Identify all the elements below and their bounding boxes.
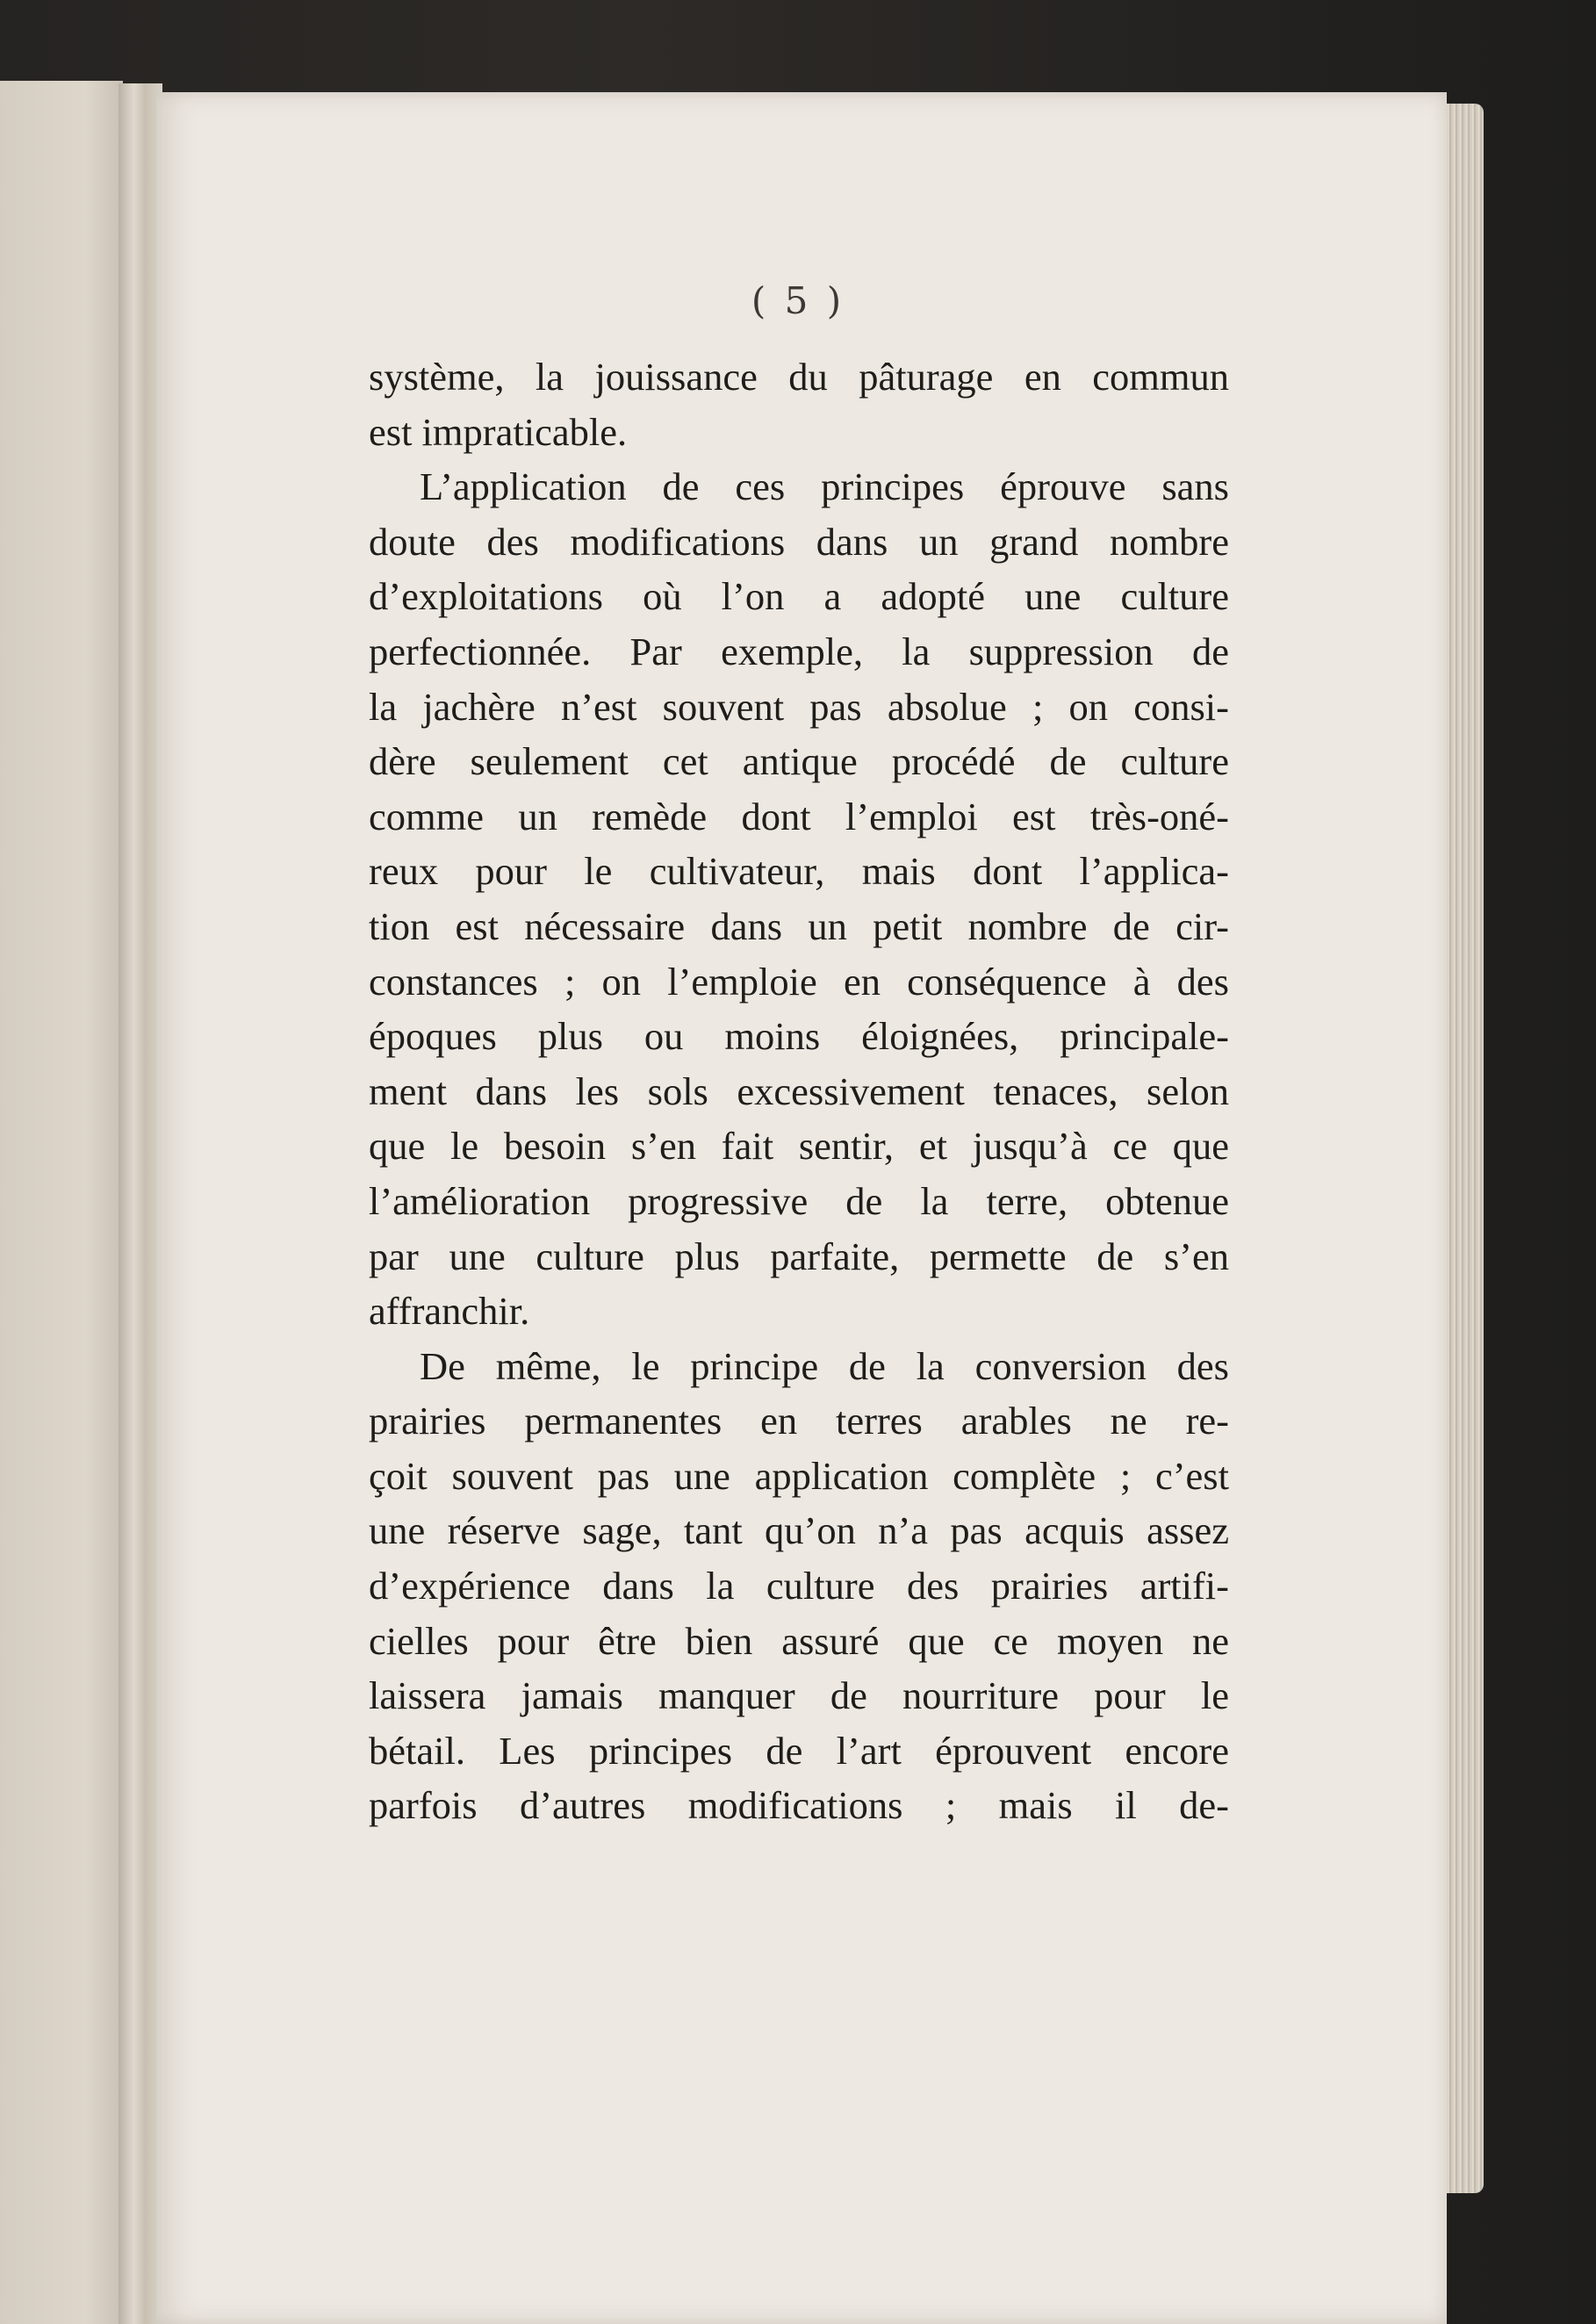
text-line: par une culture plus parfaite, permette de s’en [369,1234,1229,1278]
text-line: comme un remède dont l’emploi est très-oné- [369,794,1229,838]
text-line: parfois d’autres modifications ; mais il de- [369,1783,1229,1828]
text-line: une réserve sage, tant qu’on n’a pas acquis assez [369,1508,1229,1553]
text-line: L’application de ces principes éprouve sans [420,464,1229,509]
text-line: d’exploitations où l’on a adopté une culture [369,574,1229,619]
text-line: perfectionnée. Par exemple, la suppression de [369,629,1229,673]
text-line: bétail. Les principes de l’art éprouvent encore [369,1728,1229,1773]
text-line: dère seulement cet antique procédé de culture [369,739,1229,784]
text-line: l’amélioration progressive de la terre, obtenue [369,1178,1229,1223]
text-line: époques plus ou moins éloignées, principale- [369,1014,1229,1059]
text-line: d’expérience dans la culture des prairies artifi- [369,1564,1229,1608]
text-line: cielles pour être bien assuré que ce moyen ne [369,1618,1229,1663]
text-line: la jachère n’est souvent pas absolue ; on consi- [369,684,1229,729]
left-page-edge [0,81,123,2324]
text-line: système, la jouissance du pâturage en commun [369,355,1229,399]
text-line: çoit souvent pas une application complète ; c’est [369,1453,1229,1498]
text-line: tion est nécessaire dans un petit nombre de cir- [369,903,1229,948]
text-line: laissera jamais manquer de nourriture pour le [369,1673,1229,1718]
body-text [369,349,1229,1833]
text-line: constances ; on l’emploie en conséquence à des [369,959,1229,1004]
page-number: ( 5 ) [751,279,845,322]
text-line: que le besoin s’en fait sentir, et jusqu’à ce que [369,1124,1229,1169]
text-line: ment dans les sols excessivement tenaces, selon [369,1068,1229,1113]
text-line: doute des modifications dans un grand nombre [369,519,1229,564]
text-line: reux pour le cultivateur, mais dont l’applica- [369,849,1229,894]
text-line: est impraticable. [369,409,628,454]
text-line: prairies permanentes en terres arables ne re- [369,1399,1229,1443]
text-line: affranchir. [369,1289,530,1334]
text-line: De même, le principe de la conversion des [420,1343,1229,1388]
